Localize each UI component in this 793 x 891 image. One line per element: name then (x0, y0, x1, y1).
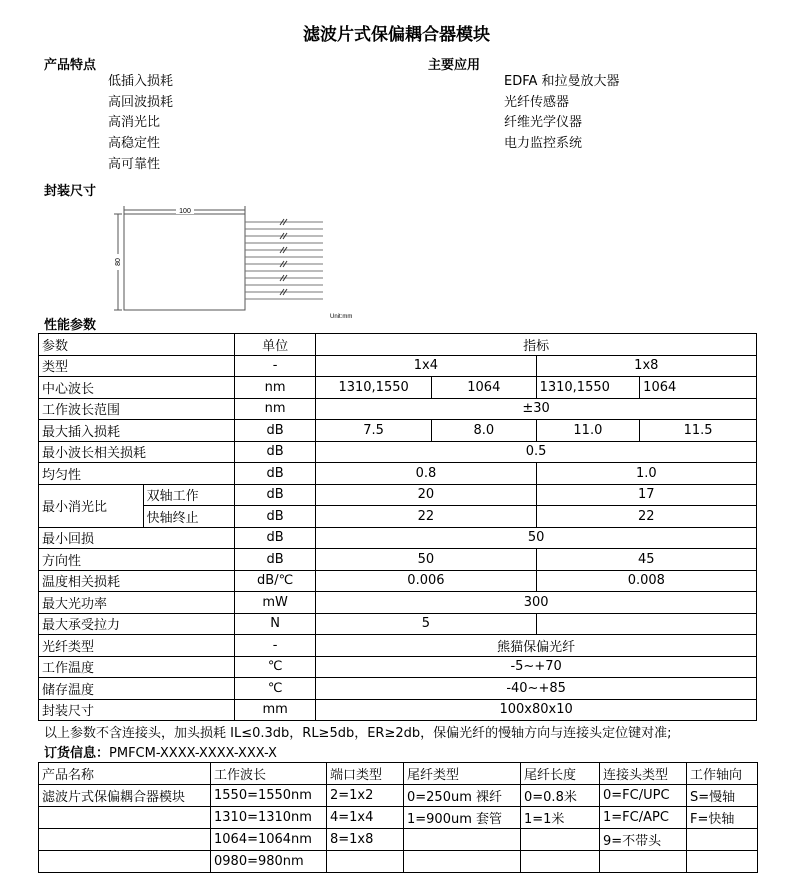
width-dimension-label: 100 (179, 208, 191, 215)
cell-unit: mm (235, 699, 316, 721)
cell-value: 1064 (432, 377, 537, 399)
cell-value: 1310,1550 (316, 377, 432, 399)
application-item: EDFA 和拉曼放大器 (504, 74, 620, 89)
cell-value: -40~+85 (316, 678, 757, 700)
order-cell: F=快轴 (687, 807, 758, 829)
cell-label: 最小回损 (39, 527, 235, 549)
cell-label: 最小波长相关损耗 (39, 441, 235, 463)
order-cell (600, 851, 687, 873)
cell-label: 中心波长 (39, 377, 235, 399)
order-header: 工作波长 (211, 763, 327, 785)
cell-value: 100x80x10 (316, 699, 757, 721)
cell-label: 最大插入损耗 (39, 420, 235, 442)
table-row (39, 398, 757, 420)
package-drawing (108, 202, 368, 322)
order-cell: 1=1米 (521, 807, 600, 829)
table-row (39, 355, 757, 377)
cell-value: 0.008 (536, 570, 756, 592)
cell-unit: dB (235, 463, 316, 485)
order-cell: 4=1x4 (327, 807, 404, 829)
order-cell (327, 851, 404, 873)
cell-value: 300 (316, 592, 757, 614)
table-row (39, 570, 757, 592)
cell-value: 1x8 (536, 355, 756, 377)
table-row (39, 592, 757, 614)
order-cell: 0980=980nm (211, 851, 327, 873)
connector-note: 以上参数不含连接头，加头损耗 IL≤0.3db，RL≥5db，ER≥2db，保偏光纤的慢轴方向与连接头定位键对准; (44, 726, 672, 741)
table-row (39, 829, 758, 851)
cell-unit: ℃ (235, 656, 316, 678)
order-cell (404, 851, 521, 873)
table-row (39, 506, 757, 528)
order-header: 尾纤长度 (521, 763, 600, 785)
page-title: 滤波片式保偏耦合器模块 (303, 25, 490, 45)
feature-item: 低插入损耗 (108, 74, 174, 89)
cell-value: 1x4 (316, 355, 536, 377)
table-row (39, 613, 757, 635)
cell-value: 20 (316, 484, 536, 506)
feature-item: 高稳定性 (108, 136, 161, 152)
order-cell: 8=1x8 (327, 829, 404, 851)
order-cell: 1=FC/APC (600, 807, 687, 829)
cell-sublabel: 快轴终止 (143, 506, 234, 528)
table-row (39, 678, 757, 700)
order-cell (687, 851, 758, 873)
cell-value: 11.5 (640, 420, 757, 442)
header-unit: 单位 (235, 334, 316, 356)
cell-unit: dB (235, 420, 316, 442)
header-spec: 指标 (316, 334, 757, 356)
table-row (39, 635, 757, 657)
cell-unit: ℃ (235, 678, 316, 700)
cell-value: 1064 (640, 377, 757, 399)
order-header: 产品名称 (39, 763, 211, 785)
package-heading: 封装尺寸 (44, 184, 97, 199)
package-outline (124, 214, 245, 310)
applications-list (504, 72, 620, 155)
table-row (39, 851, 758, 873)
table-row (39, 527, 757, 549)
cell-value: 22 (536, 506, 756, 528)
table-row (39, 763, 758, 785)
cell-value: 熊猫保偏光纤 (316, 635, 757, 657)
cell-value: 1310,1550 (536, 377, 640, 399)
cell-value: 1.0 (536, 463, 756, 485)
order-cell: S=慢轴 (687, 785, 758, 807)
cell-value: 0.5 (316, 441, 757, 463)
cell-value: 22 (316, 506, 536, 528)
cell-value: ±30 (316, 398, 757, 420)
cell-value: -5~+70 (316, 656, 757, 678)
cell-label: 工作温度 (39, 656, 235, 678)
cell-unit: - (235, 355, 316, 377)
cell-label: 封装尺寸 (39, 699, 235, 721)
order-cell (687, 829, 758, 851)
cell-unit: nm (235, 398, 316, 420)
cell-value: 11.0 (536, 420, 640, 442)
cell-value: 45 (536, 549, 756, 571)
cell-label: 工作波长范围 (39, 398, 235, 420)
cell-unit: dB (235, 441, 316, 463)
feature-item: 高回波损耗 (108, 94, 174, 110)
application-item: 电力监控系统 (504, 136, 583, 152)
order-cell: 1310=1310nm (211, 807, 327, 829)
cell-unit: dB (235, 527, 316, 549)
cell-unit: - (235, 635, 316, 657)
cell-value: 7.5 (316, 420, 432, 442)
cell-value: 0.8 (316, 463, 536, 485)
ordering-code: PMFCM-XXXX-XXXX-XXX-X (109, 746, 277, 761)
cell-label: 方向性 (39, 549, 235, 571)
order-cell (39, 851, 211, 873)
cell-label: 最小消光比 (39, 484, 144, 527)
table-row (39, 420, 757, 442)
features-list (108, 72, 173, 176)
cell-value: 5 (316, 613, 536, 635)
cell-label: 均匀性 (39, 463, 235, 485)
order-cell: 1=900um 套管 (404, 807, 521, 829)
order-cell (521, 829, 600, 851)
table-row (39, 656, 757, 678)
performance-table (38, 333, 757, 721)
order-header: 端口类型 (327, 763, 404, 785)
ordering-label: 订货信息： (44, 746, 110, 761)
cell-label: 类型 (39, 355, 235, 377)
applications-heading: 主要应用 (428, 58, 481, 73)
table-row (39, 441, 757, 463)
features-heading: 产品特点 (44, 58, 97, 73)
order-cell (39, 807, 211, 829)
order-header: 工作轴向 (687, 763, 758, 785)
order-cell (404, 829, 521, 851)
application-item: 光纤传感器 (504, 94, 570, 110)
cell-label: 储存温度 (39, 678, 235, 700)
table-row (39, 549, 757, 571)
ordering-table (38, 762, 758, 873)
cell-label: 最大承受拉力 (39, 613, 235, 635)
performance-heading: 性能参数 (44, 318, 97, 333)
cell-unit: dB/℃ (235, 570, 316, 592)
cell-unit: mW (235, 592, 316, 614)
cell-value: 17 (536, 484, 756, 506)
order-cell: 0=FC/UPC (600, 785, 687, 807)
cell-label: 光纤类型 (39, 635, 235, 657)
header-param: 参数 (39, 334, 235, 356)
cell-value: 0.006 (316, 570, 536, 592)
table-row (39, 377, 757, 399)
table-row (39, 699, 757, 721)
order-cell: 2=1x2 (327, 785, 404, 807)
order-cell: 9=不带头 (600, 829, 687, 851)
order-header: 连接头类型 (600, 763, 687, 785)
order-cell (39, 829, 211, 851)
table-row (39, 484, 757, 506)
application-item: 纤维光学仪器 (504, 115, 583, 131)
feature-item: 高可靠性 (108, 156, 161, 172)
cell-label: 最大光功率 (39, 592, 235, 614)
order-cell (521, 851, 600, 873)
order-cell: 滤波片式保偏耦合器模块 (39, 785, 211, 807)
order-cell: 1550=1550nm (211, 785, 327, 807)
unit-label: Unit:mm (330, 314, 353, 320)
order-cell: 0=0.8米 (521, 785, 600, 807)
cell-unit: dB (235, 484, 316, 506)
cell-empty (536, 613, 756, 635)
cell-unit: dB (235, 506, 316, 528)
table-row (39, 785, 758, 807)
table-row (39, 463, 757, 485)
table-row (39, 807, 758, 829)
order-cell: 0=250um 裸纤 (404, 785, 521, 807)
ordering-info (44, 742, 277, 761)
cell-label: 温度相关损耗 (39, 570, 235, 592)
feature-item: 高消光比 (108, 115, 161, 131)
cell-value: 50 (316, 527, 757, 549)
cell-unit: N (235, 613, 316, 635)
cell-unit: nm (235, 377, 316, 399)
height-dimension-label: 80 (115, 258, 122, 266)
table-row (39, 334, 757, 356)
cell-unit: dB (235, 549, 316, 571)
cell-sublabel: 双轴工作 (143, 484, 234, 506)
order-header: 尾纤类型 (404, 763, 521, 785)
cell-value: 50 (316, 549, 536, 571)
cell-value: 8.0 (432, 420, 537, 442)
order-cell: 1064=1064nm (211, 829, 327, 851)
